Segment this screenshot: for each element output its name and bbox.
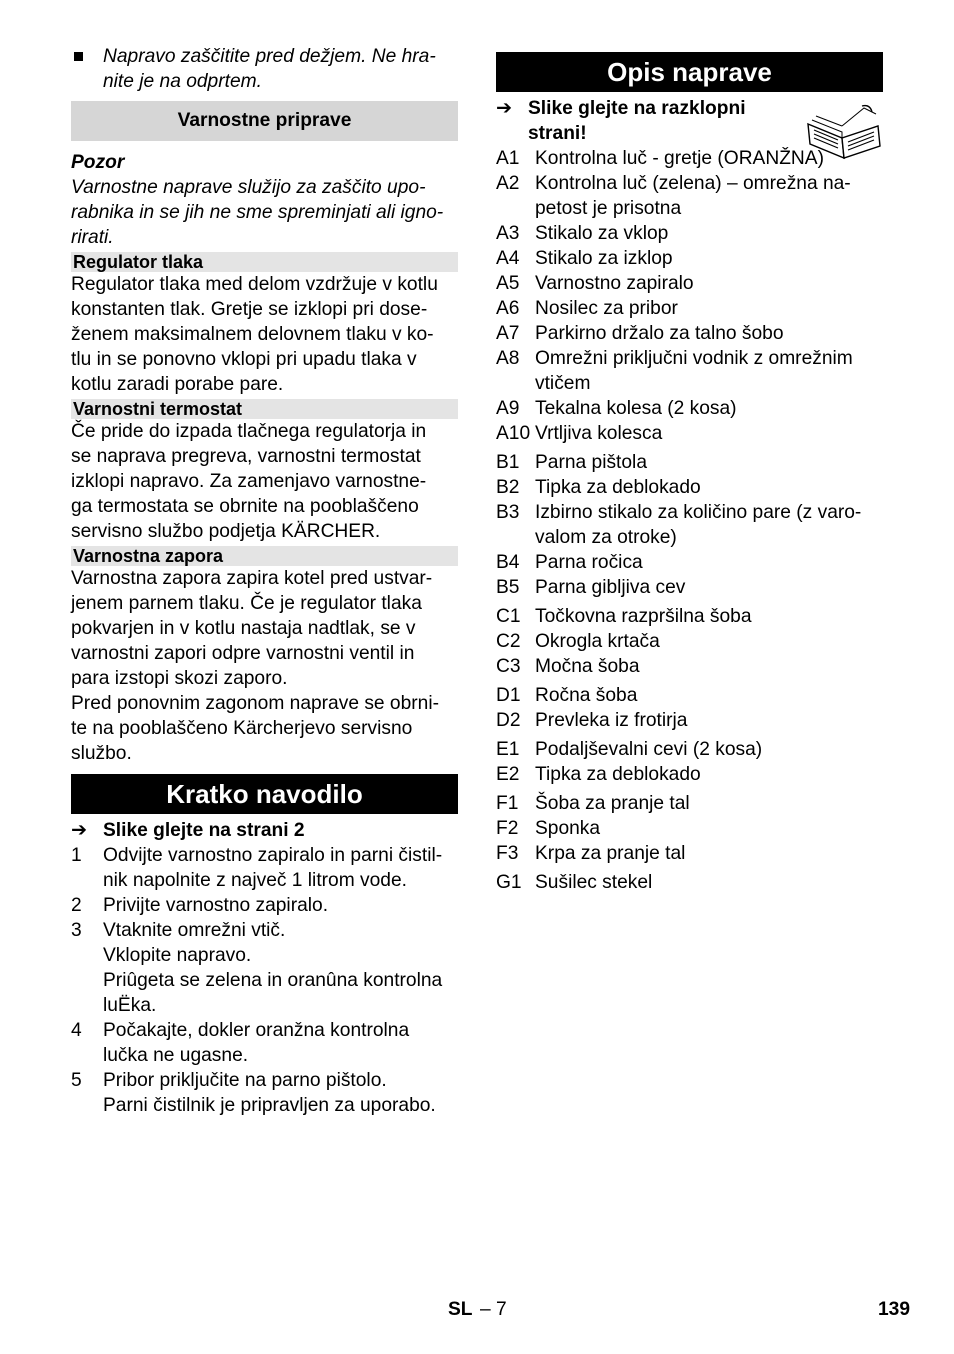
parts-group-c xyxy=(496,604,883,679)
step-list xyxy=(71,843,458,1118)
list-item: A9 Tekalna kolesa (2 kosa) xyxy=(496,398,737,419)
footer-section: – 7 xyxy=(480,1299,507,1320)
parts-group-a xyxy=(496,146,883,446)
pressure-regulator-text: Regulator tlaka med delom vzdržuje v kotlu konstanten tlak. Gretje se izklopi pri dose- ženem maksimalnem delovnem tlaku v ko- tlu in se ponovno vklopi pri upadu tlaka v kotlu zaradi porabe pare. xyxy=(71,274,438,395)
section-heading-device-description: Opis naprave xyxy=(496,52,883,92)
parts-group-d xyxy=(496,683,883,733)
list-item: F3 Krpa za pranje tal xyxy=(496,843,686,864)
subheading-safety-lock: Varnostna zapora xyxy=(71,546,458,566)
list-item: A4 Stikalo za izklop xyxy=(496,248,673,269)
open-book-icon xyxy=(804,104,884,160)
list-item: D2 Prevleka iz frotirja xyxy=(496,710,688,731)
arrow-right-icon: ➔ xyxy=(496,98,513,119)
subheading-pressure-regulator: Regulator tlaka xyxy=(71,252,458,272)
square-bullet-icon xyxy=(71,44,103,94)
list-item: C1 Točkovna razpršilna šoba xyxy=(496,606,752,627)
list-item: A2 Kontrolna luč (zelena) – omrežna na- petost je prisotna xyxy=(496,173,851,219)
list-item: 2 Privijte varnostno zapiralo. xyxy=(71,895,329,916)
list-item: A6 Nosilec za pribor xyxy=(496,298,678,319)
list-item: F1 Šoba za pranje tal xyxy=(496,793,690,814)
list-item: A10 Vrtljiva kolesca xyxy=(496,423,663,444)
safety-lock-text: Varnostna zapora zapira kotel pred ustvar- jenem parnem tlaku. Če je regulator tlaka pokvarjen in v kotlu nastaja nadtlak, se v varnostni zapori odpre varnostni ventil in para izstopi skozi zaporo. Pred ponovnim zagonom naprave se obrni- te na pooblaščeno Kärcherjevo servisno službo. xyxy=(71,568,439,764)
list-item: 3 Vtaknite omrežni vtič. Vklopite napravo. Priûgeta se zelena in oranûna kontrolna luËka. xyxy=(71,920,443,1016)
list-item: A5 Varnostno zapiralo xyxy=(496,273,694,294)
footer-language: SL xyxy=(448,1299,473,1320)
caution-title: Pozor xyxy=(71,152,125,173)
list-item: B2 Tipka za deblokado xyxy=(496,477,701,498)
list-item: F2 Sponka xyxy=(496,818,601,839)
list-item: A3 Stikalo za vklop xyxy=(496,223,669,244)
arrow-right-icon: ➔ xyxy=(71,820,88,841)
thermostat-text: Če pride do izpada tlačnega regulatorja in se naprava pregreva, varnostni termostat izklopi napravo. Za zamenjavo varnostne- ga termostata se obrnite na pooblaščeno servisno službo podjetja KÄRCHER. xyxy=(71,421,427,542)
figure-reference: ➔ Slike glejte na strani 2 xyxy=(71,820,305,841)
figure-reference: ➔ Slike glejte na razklopni strani! xyxy=(496,98,746,144)
section-heading-quick-guide: Kratko navodilo xyxy=(71,774,458,814)
list-item: B4 Parna ročica xyxy=(496,552,643,573)
list-item: E1 Podaljševalni cevi (2 kosa) xyxy=(496,739,763,760)
parts-group-e xyxy=(496,737,883,787)
section-heading-safety: Varnostne priprave xyxy=(71,101,458,141)
caution-text: Varnostne naprave služijo za zaščito upo- rabnika in se jih ne sme spreminjati ali igno- rirati. xyxy=(71,177,444,248)
page-number: 139 xyxy=(878,1299,911,1320)
list-item: A7 Parkirno držalo za talno šobo xyxy=(496,323,784,344)
left-column xyxy=(71,44,458,1118)
list-item: 4 Počakajte, dokler oranžna kontrolna lučka ne ugasne. xyxy=(71,1020,410,1066)
page-footer xyxy=(0,1297,954,1323)
right-column xyxy=(496,52,883,895)
list-item: C3 Močna šoba xyxy=(496,656,640,677)
parts-group-g xyxy=(496,870,883,895)
list-item: C2 Okrogla krtača xyxy=(496,631,660,652)
bullet-item xyxy=(71,44,458,94)
subheading-thermostat: Varnostni termostat xyxy=(71,399,458,419)
list-item: 1 Odvijte varnostno zapiralo in parni čistil- nik napolnite z največ 1 litrom vode. xyxy=(71,845,443,891)
parts-group-b xyxy=(496,450,883,600)
list-item: B1 Parna pištola xyxy=(496,452,647,473)
list-item: G1 Sušilec stekel xyxy=(496,872,653,893)
bullet-text: Napravo zaščitite pred dežjem. Ne hra- nite je na odprtem. xyxy=(103,46,436,92)
list-item: B3 Izbirno stikalo za količino pare (z varo- valom za otroke) xyxy=(496,502,862,548)
list-item: E2 Tipka za deblokado xyxy=(496,764,701,785)
list-item: A1 Kontrolna luč - gretje (ORANŽNA) xyxy=(496,148,824,169)
parts-group-f xyxy=(496,791,883,866)
list-item: A8 Omrežni priključni vodnik z omrežnim vtičem xyxy=(496,348,853,394)
list-item: B5 Parna gibljiva cev xyxy=(496,577,686,598)
list-item: D1 Ročna šoba xyxy=(496,685,638,706)
list-item: 5 Pribor priključite na parno pištolo. Parni čistilnik je pripravljen za uporabo. xyxy=(71,1070,436,1116)
